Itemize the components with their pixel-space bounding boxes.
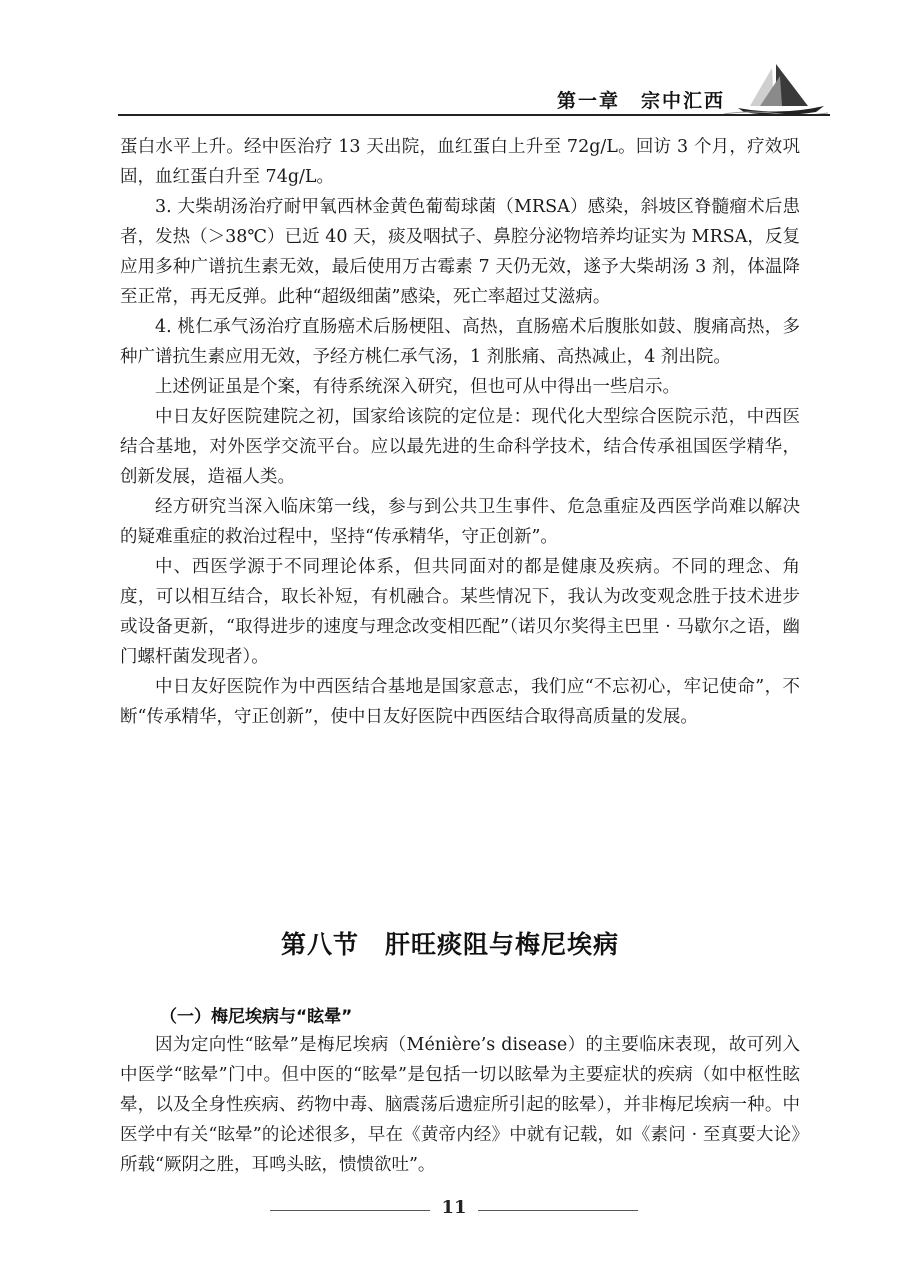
header-rule — [118, 114, 830, 116]
paragraph: 中、西医学源于不同理论体系，但共同面对的都是健康及疾病。不同的理念、角度，可以相互结合，取长补短，有机融合。某些情况下，我认为改变观念胜于技术进步或设备更新，“取得进步的速度与理念改变相匹配”（诺贝尔奖得主巴里 · 马歇尔之语，幽门螺杆菌发现者）。 — [120, 557, 800, 667]
section-body-text — [120, 1030, 800, 1180]
paragraph: 中日友好医院建院之初，国家给该院的定位是：现代化大型综合医院示范，中西医结合基地，对外医学交流平台。应以最先进的生命科学技术，结合传承祖国医学精华，创新发展，造福人类。 — [120, 407, 800, 487]
paragraph: 3. 大柴胡汤治疗耐甲氧西林金黄色葡萄球菌（MRSA）感染，斜坡区脊髓瘤术后患者，发热（＞38℃）已近 40 天，痰及咽拭子、鼻腔分泌物培养均证实为 MRSA，反复应用多种广谱抗生素无效，最后使用万古霉素 7 天仍无效，遂予大柴胡汤 3 剂，体温降至正常，再无反弹。此种“超级细菌”感染，死亡率超过艾滋病。 — [120, 197, 800, 307]
paragraph: 中日友好医院作为中西医结合基地是国家意志，我们应“不忘初心，牢记使命”，不断“传承精华，守正创新”，使中日友好医院中西医结合取得高质量的发展。 — [120, 677, 800, 727]
footer-rule-left — [270, 1210, 430, 1211]
paragraph: 4. 桃仁承气汤治疗直肠癌术后肠梗阻、高热，直肠癌术后腹胀如鼓、腹痛高热，多种广谱抗生素应用无效，予经方桃仁承气汤，1 剂胀痛、高热减止，4 剂出院。 — [120, 317, 800, 367]
paragraph: 蛋白水平上升。经中医治疗 13 天出院，血红蛋白上升至 72g/L。回访 3 个月，疗效巩固，血红蛋白升至 74g/L。 — [120, 137, 800, 187]
paragraph: 因为定向性“眩晕”是梅尼埃病（Ménière’s disease）的主要临床表现，故可列入中医学“眩晕”门中。但中医的“眩晕”是包括一切以眩晕为主要症状的疾病（如中枢性眩晕，以及全身性疾病、药物中毒、脑震荡后遗症所引起的眩晕），并非梅尼埃病一种。中医学中有关“眩晕”的论述很多，早在《黄帝内经》中就有记载，如《素问 · 至真要大论》所载“厥阴之胜，耳鸣头眩，愦愦欲吐”。 — [120, 1035, 800, 1175]
page-footer — [0, 1195, 900, 1225]
body-text — [120, 132, 800, 732]
footer-rule-right — [478, 1210, 638, 1211]
chapter-title: 第一章 宗中汇西 — [556, 90, 725, 112]
sailboat-icon — [720, 62, 830, 116]
running-header — [0, 60, 900, 120]
section-title: 第八节 肝旺痰阻与梅尼埃病 — [280, 930, 619, 959]
paragraph: 上述例证虽是个案，有待系统深入研究，但也可从中得出一些启示。 — [155, 377, 680, 397]
subsection-title: （一）梅尼埃病与“眩晕” — [160, 1007, 353, 1027]
paragraph: 经方研究当深入临床第一线，参与到公共卫生事件、危急重症及西医学尚难以解决的疑难重症的救治过程中，坚持“传承精华，守正创新”。 — [120, 497, 800, 547]
page-number: 11 — [441, 1197, 467, 1218]
